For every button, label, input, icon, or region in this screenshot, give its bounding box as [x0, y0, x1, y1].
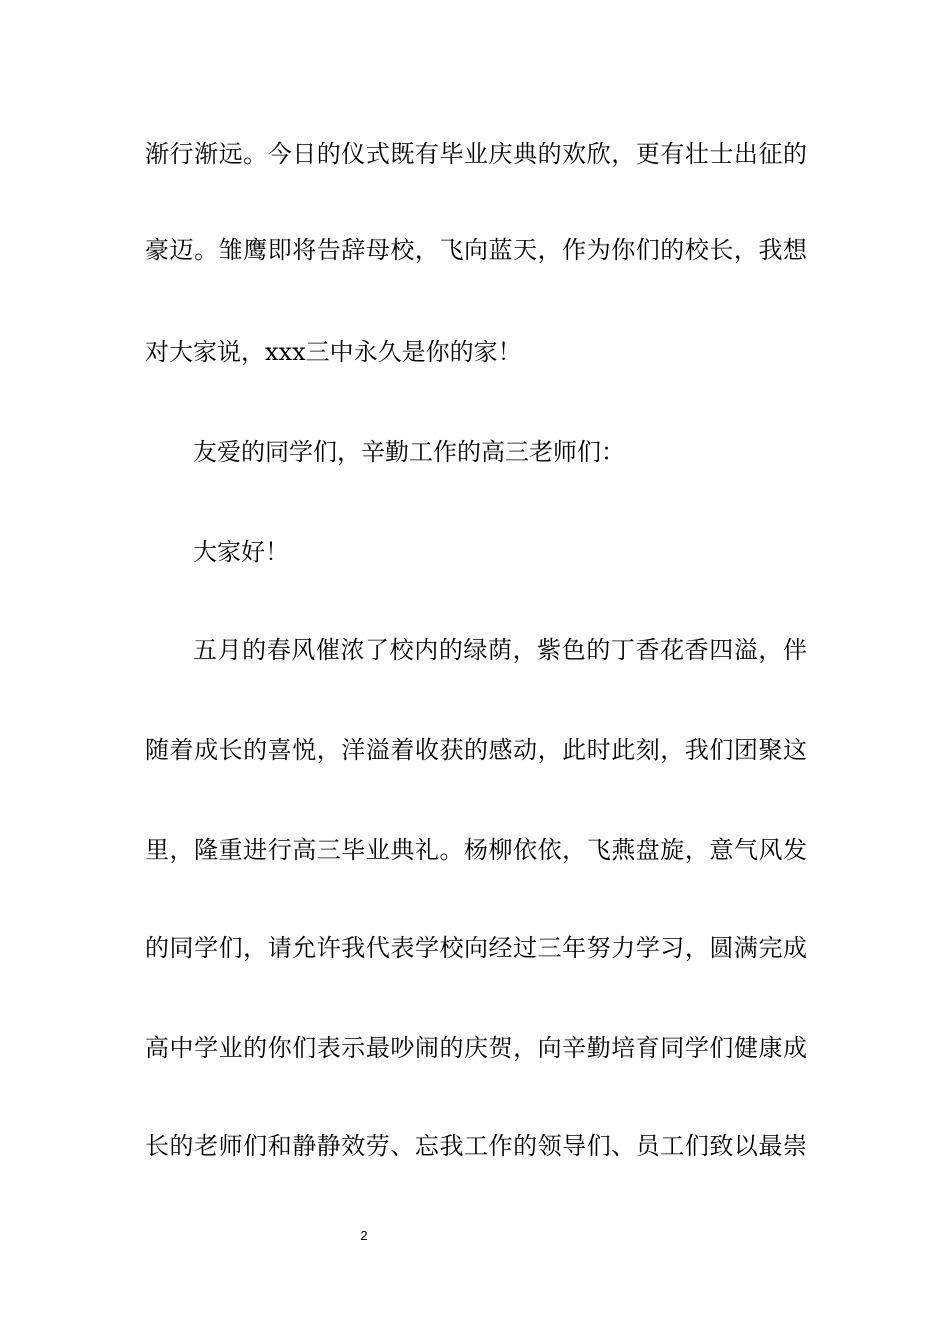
body-text-line: 的同学们，请允许我代表学校向经过三年努力学习，圆满完成	[145, 934, 807, 962]
body-text-line: 里，隆重进行高三毕业典礼。杨柳依依，飞燕盘旋，意气风发	[145, 836, 807, 864]
greeting-line: 大家好！	[193, 538, 289, 566]
body-text-line: 渐行渐远。今日的仪式既有毕业庆典的欢欣，更有壮士出征的	[145, 140, 807, 168]
body-text-line: 高中学业的你们表示最吵闹的庆贺，向辛勤培育同学们健康成	[145, 1034, 807, 1062]
body-text-line: 对大家说，xxx三中永久是你的家！	[145, 338, 522, 366]
body-text-line: 长的老师们和静静效劳、忘我工作的领导们、员工们致以最崇	[145, 1132, 807, 1160]
body-text-line: 五月的春风催浓了校内的绿荫，紫色的丁香花香四溢，伴	[193, 636, 807, 664]
salutation-line: 友爱的同学们，辛勤工作的高三老师们：	[193, 438, 625, 466]
body-text-line: 豪迈。雏鹰即将告辞母校，飞向蓝天，作为你们的校长，我想	[145, 236, 807, 264]
page-number: 2	[360, 1228, 368, 1243]
body-text-line: 随着成长的喜悦，洋溢着收获的感动，此时此刻，我们团聚这	[145, 736, 807, 764]
